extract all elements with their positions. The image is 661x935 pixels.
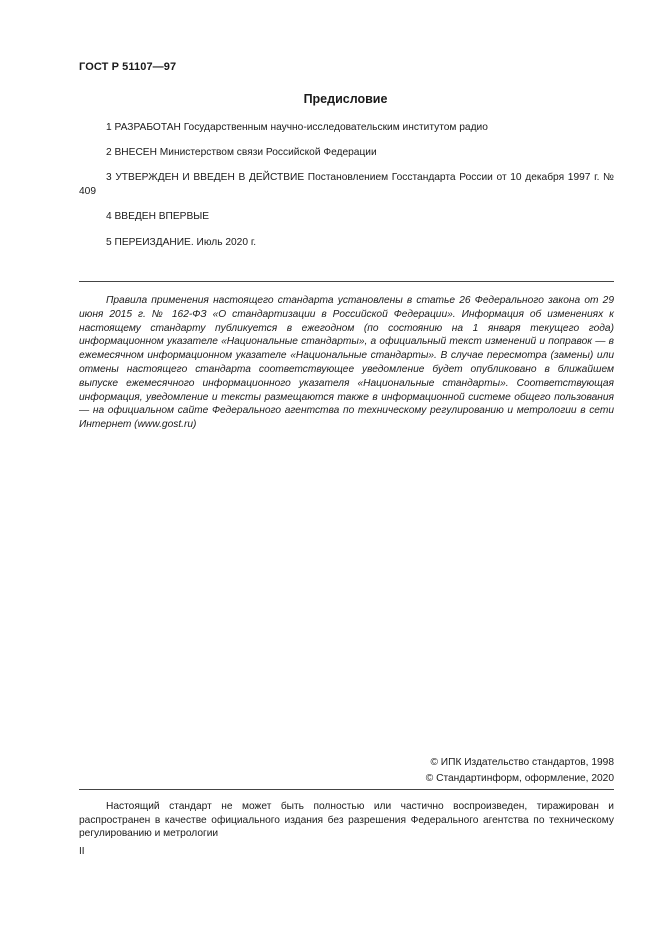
preface-item-text: 1 РАЗРАБОТАН Государственным научно-исследовательским институтом радио (106, 122, 488, 133)
preface-item-5 (79, 236, 614, 250)
document-code: ГОСТ Р 51107—97 (79, 61, 177, 73)
page-number: II (79, 846, 85, 857)
preface-item-text: 5 ПЕРЕИЗДАНИЕ. Июль 2020 г. (106, 237, 257, 248)
rules-note-text: Правила применения настоящего стандарта установлены в статье 26 Федерального закона от 29 июня 2015 г. № 162-ФЗ «О стандартизации в Российской Федерации». Информация об изменениях к настоящему стандарту публикуется в ежегодном (по состоянию на 1 января текущего года) информационном указателе «Национальные стандарты», а официальный текст изменений и поправок — в ежемесячном информационном указателе «Национальные стандарты». В случае пересмотра (замены) или отмены настоящего стандарта соответствующее уведомление будет опубликовано в ближайшем выпуске ежемесячного информационного указателя «Национальные стандарты». Соответствующая информация, уведомление и тексты размещаются также в информационной системе общего пользования — на официальном сайте Федерального агентства по техническому регулированию и метрологии в сети Интернет (www.gost.ru) (79, 295, 614, 431)
divider (79, 789, 614, 790)
notice-text: Настоящий стандарт не может быть полностью или частично воспроизведен, тиражирован и распространен в качестве официального издания без разрешения Федерального агентства по техническому регулированию и метрологии (79, 801, 614, 839)
preface-title: Предисловие (303, 92, 388, 106)
reproduction-notice (79, 800, 614, 841)
divider (79, 281, 614, 282)
preface-item-4 (79, 210, 614, 224)
preface-item-text: 4 ВВЕДЕН ВПЕРВЫЕ (106, 211, 210, 222)
copyright-line-2: © Стандартинформ, оформление, 2020 (425, 773, 614, 784)
preface-item-3 (79, 171, 614, 198)
preface-item-1 (79, 121, 614, 135)
preface-item-text: 2 ВНЕСЕН Министерством связи Российской Федерации (106, 147, 377, 158)
copyright-line-1: © ИПК Издательство стандартов, 1998 (430, 757, 614, 768)
rules-note (79, 294, 614, 432)
preface-item-text: 3 УТВЕРЖДЕН И ВВЕДЕН В ДЕЙСТВИЕ Постановлением Госстандарта России от 10 декабря 1997 г. № 409 (79, 172, 614, 197)
preface-item-2 (79, 146, 614, 160)
